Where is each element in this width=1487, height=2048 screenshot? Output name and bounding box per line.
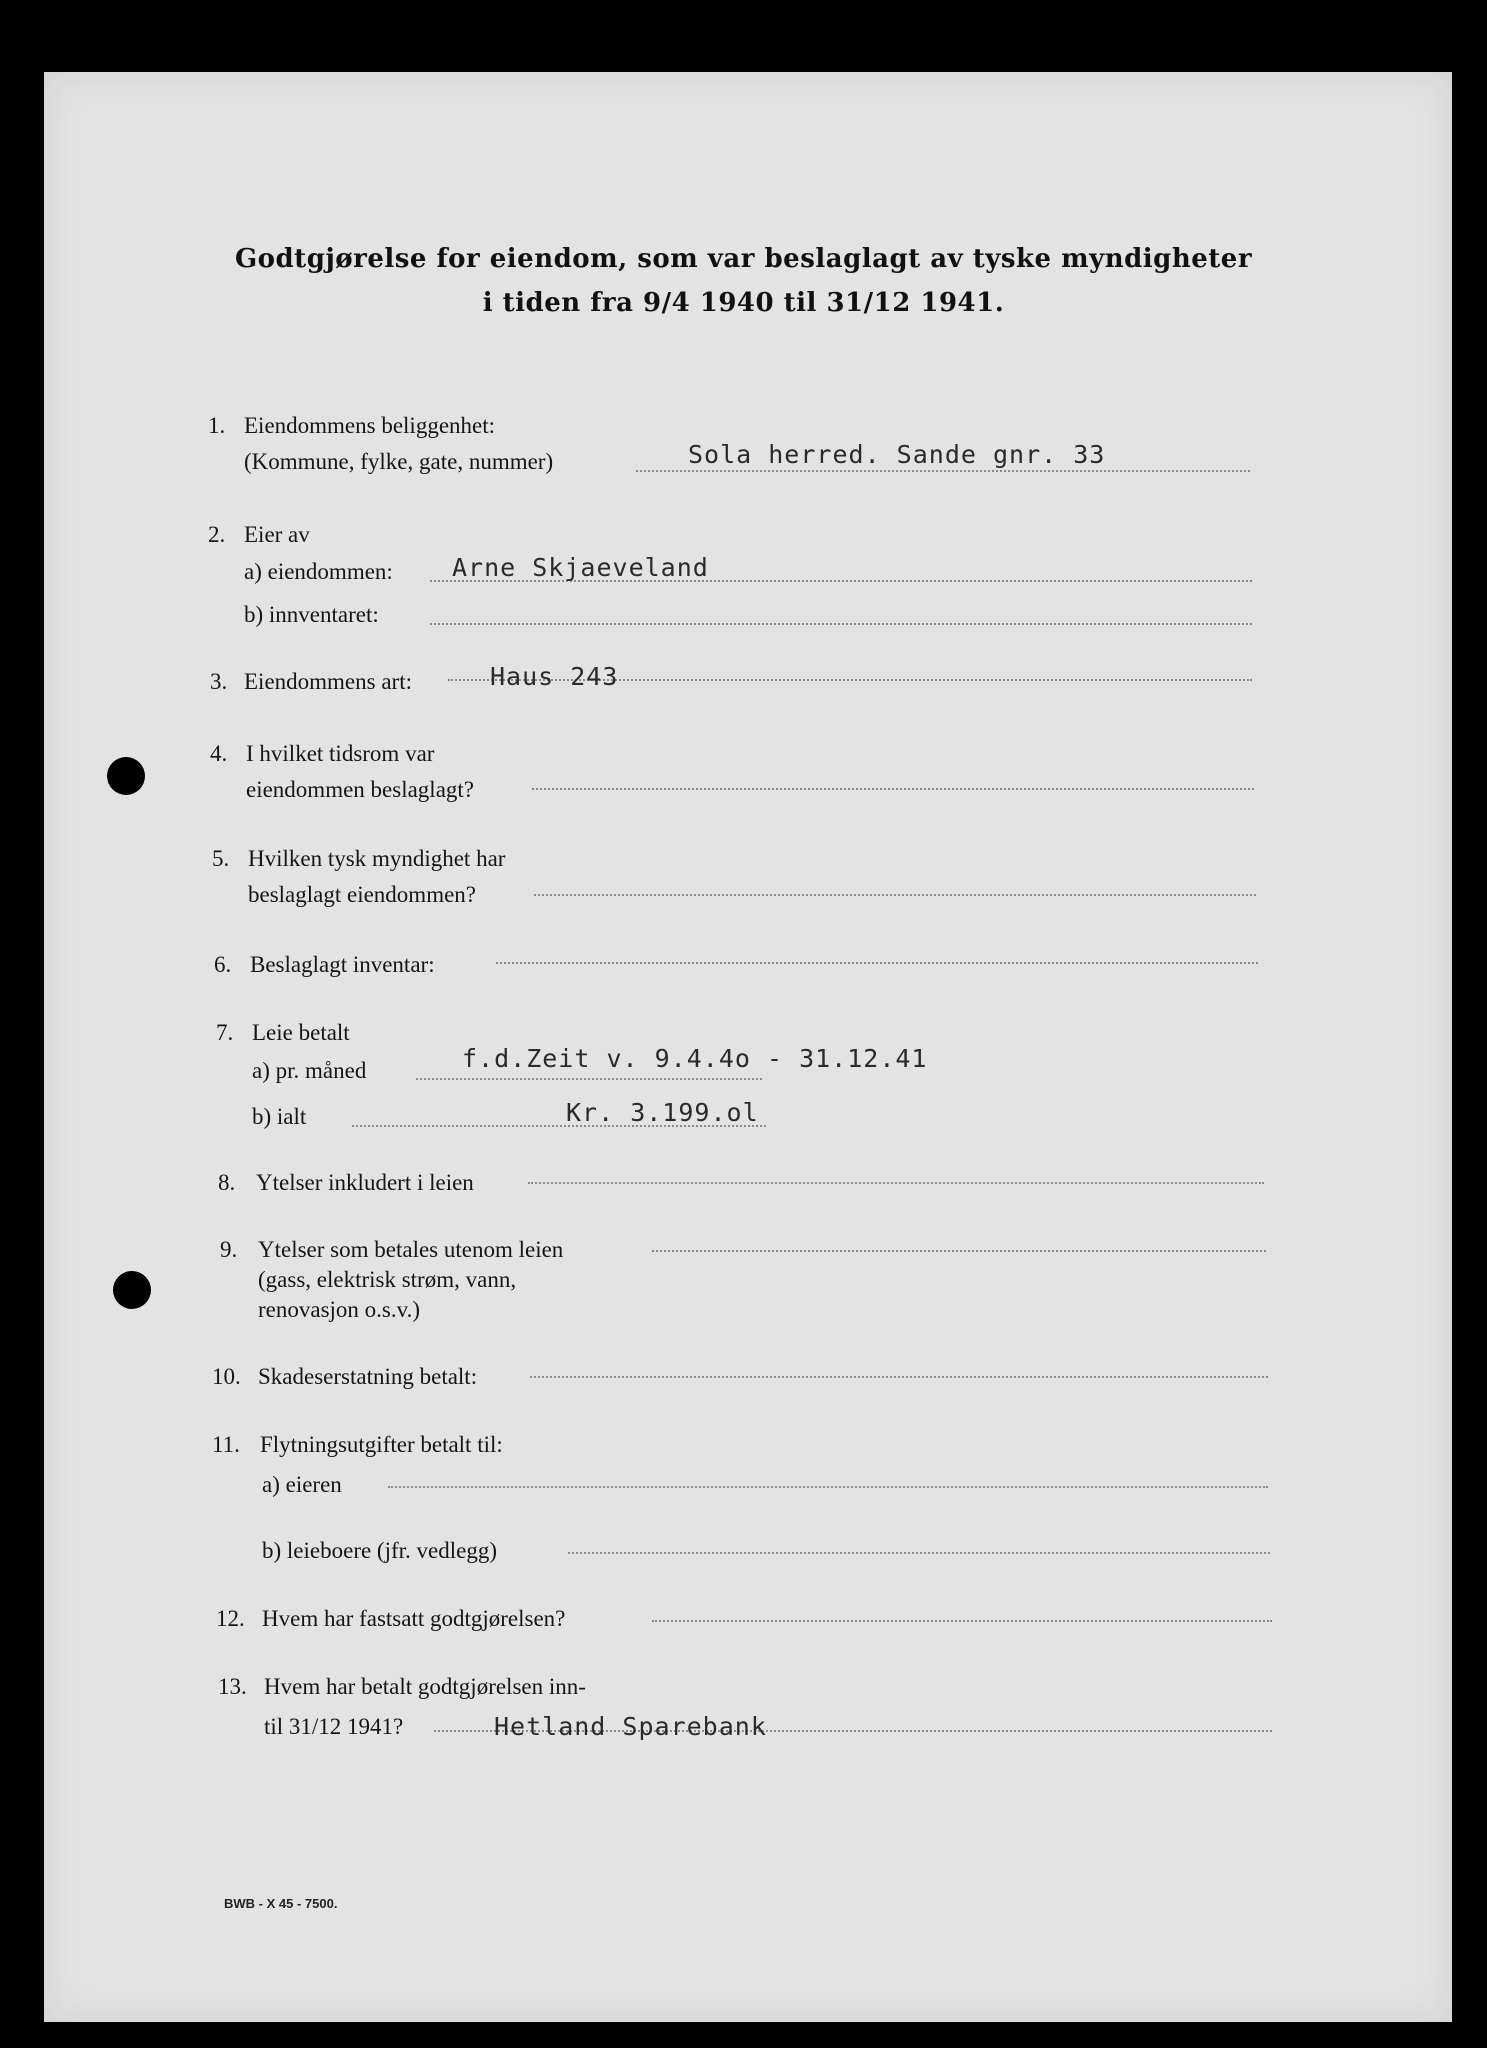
answer-line xyxy=(530,1376,1268,1378)
item-5-sublabel: beslaglagt eiendommen? xyxy=(248,882,477,907)
item-7-label: Leie betalt xyxy=(252,1020,350,1045)
item-13-label: Hvem har betalt godtgjørelsen inn- xyxy=(264,1674,586,1699)
answer-line xyxy=(534,894,1256,896)
item-4-sublabel: eiendommen beslaglagt? xyxy=(246,777,475,802)
item-number: 10. xyxy=(212,1364,241,1389)
item-3-answer: Haus 243 xyxy=(490,662,619,691)
print-code: BWB - X 45 - 7500. xyxy=(224,1896,338,1911)
item-2a-answer: Arne Skjaeveland xyxy=(452,553,709,582)
form-title-line2: i tiden fra 9/4 1940 til 31/12 1941. xyxy=(482,288,1005,318)
item-1-sublabel: (Kommune, fylke, gate, nummer) xyxy=(244,449,554,474)
answer-line xyxy=(652,1250,1266,1252)
punch-hole xyxy=(107,757,145,795)
answer-line xyxy=(430,623,1252,625)
item-number: 4. xyxy=(210,741,228,766)
item-4-label: I hvilket tidsrom var xyxy=(246,741,435,766)
item-13-answer: Hetland Sparebank xyxy=(494,1712,767,1741)
item-7b-label: b) ialt xyxy=(252,1104,307,1129)
item-1-label: Eiendommens beliggenhet: xyxy=(244,413,496,438)
answer-line xyxy=(416,1078,762,1080)
item-13-sublabel: til 31/12 1941? xyxy=(264,1714,404,1739)
item-number: 7. xyxy=(216,1020,234,1045)
item-number: 1. xyxy=(208,413,226,438)
item-number: 8. xyxy=(218,1170,236,1195)
form-title-line1: Godtgjørelse for eiendom, som var beslaglagt av tyske myndigheter xyxy=(234,244,1253,274)
item-11b-label: b) leieboere (jfr. vedlegg) xyxy=(262,1538,497,1563)
item-11a-label: a) eieren xyxy=(262,1472,342,1497)
item-11-label: Flytningsutgifter betalt til: xyxy=(260,1432,503,1457)
item-number: 2. xyxy=(208,522,226,547)
item-9-label: Ytelser som betales utenom leien xyxy=(258,1237,564,1262)
item-5-label: Hvilken tysk myndighet har xyxy=(248,846,506,871)
answer-line xyxy=(636,470,1250,472)
item-7a-label: a) pr. måned xyxy=(252,1058,367,1083)
item-7b-answer: Kr. 3.199.ol xyxy=(566,1098,759,1127)
item-9-sublabel: (gass, elektrisk strøm, vann, xyxy=(258,1267,517,1292)
answer-line xyxy=(568,1552,1270,1554)
item-2b-label: b) innventaret: xyxy=(244,602,379,627)
item-10-label: Skadeserstatning betalt: xyxy=(258,1364,478,1389)
item-number: 6. xyxy=(214,952,232,977)
answer-line xyxy=(652,1620,1272,1622)
item-number: 9. xyxy=(220,1237,238,1262)
answer-line xyxy=(528,1182,1264,1184)
item-6-label: Beslaglagt inventar: xyxy=(250,952,435,977)
punch-hole xyxy=(113,1271,151,1309)
item-number: 3. xyxy=(210,669,228,694)
item-number: 11. xyxy=(212,1432,240,1457)
item-number: 12. xyxy=(216,1606,245,1631)
answer-line xyxy=(532,788,1254,790)
item-2a-label: a) eiendommen: xyxy=(244,559,393,584)
item-number: 5. xyxy=(212,846,230,871)
item-8-label: Ytelser inkludert i leien xyxy=(256,1170,474,1195)
item-number: 13. xyxy=(218,1674,247,1699)
answer-line xyxy=(496,962,1258,964)
answer-line xyxy=(388,1486,1268,1488)
item-1-answer: Sola herred. Sande gnr. 33 xyxy=(688,440,1106,469)
item-9-sublabel: renovasjon o.s.v.) xyxy=(258,1297,421,1322)
item-2-label: Eier av xyxy=(244,522,310,547)
item-3-label: Eiendommens art: xyxy=(244,669,412,694)
item-7a-answer: f.d.Zeit v. 9.4.4o - 31.12.41 xyxy=(462,1044,928,1073)
item-12-label: Hvem har fastsatt godtgjørelsen? xyxy=(262,1606,566,1631)
